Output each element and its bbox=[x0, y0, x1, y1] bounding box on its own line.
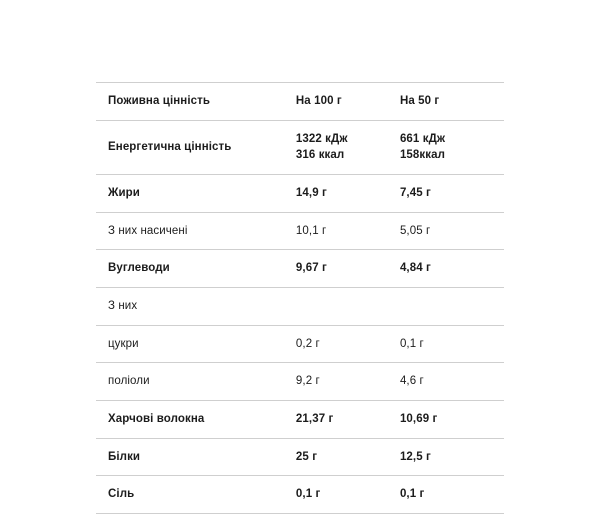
table-row bbox=[96, 401, 504, 439]
table-cell-per-50g bbox=[400, 212, 504, 250]
table-cell-label bbox=[96, 212, 296, 250]
table-cell-per-50g bbox=[400, 363, 504, 401]
nutrient-value bbox=[296, 439, 400, 476]
value-line: 21,37 г bbox=[295, 413, 334, 426]
nutrient-name: Білки bbox=[108, 450, 141, 463]
nutrient-value bbox=[296, 296, 400, 316]
value-line: 25 г bbox=[295, 450, 318, 463]
nutrient-name: Енергетична цінність bbox=[108, 141, 232, 153]
value-line: 14,9 г bbox=[295, 187, 327, 200]
table-row bbox=[96, 438, 504, 476]
value-line: 158ккал bbox=[399, 149, 446, 162]
nutrient-name: цукри bbox=[108, 337, 139, 350]
nutrient-value bbox=[400, 213, 504, 250]
value-line: 661 кДж bbox=[399, 132, 446, 145]
table-cell-per-100g bbox=[296, 120, 400, 174]
table-cell-per-100g bbox=[296, 288, 400, 326]
nutrient-value bbox=[296, 83, 400, 120]
table-cell-per-50g bbox=[400, 175, 504, 213]
table-cell-per-100g bbox=[296, 363, 400, 401]
value-line: На 50 г bbox=[399, 95, 440, 107]
nutrition-table-container bbox=[96, 82, 504, 514]
nutrient-name: З них насичені bbox=[108, 224, 188, 237]
nutrient-value bbox=[400, 401, 504, 438]
table-cell-per-100g bbox=[296, 325, 400, 363]
nutrient-name: Поживна цінність bbox=[108, 95, 211, 107]
table-cell-per-100g bbox=[296, 212, 400, 250]
nutrient-value bbox=[296, 363, 400, 400]
nutrient-value bbox=[296, 250, 400, 287]
table-cell-label bbox=[96, 325, 296, 363]
value-line: 9,2 г bbox=[295, 375, 320, 388]
nutrient-name: Жири bbox=[108, 187, 140, 200]
table-cell-label bbox=[96, 120, 296, 174]
table-cell-per-50g bbox=[400, 120, 504, 174]
table-cell-label bbox=[96, 83, 296, 121]
table-cell-label bbox=[96, 476, 296, 514]
value-line: 10,1 г bbox=[295, 224, 327, 237]
nutrient-value bbox=[400, 363, 504, 400]
table-cell-per-50g bbox=[400, 250, 504, 288]
table-cell-per-50g bbox=[400, 288, 504, 326]
table-cell-per-50g bbox=[400, 83, 504, 121]
nutrient-value bbox=[296, 401, 400, 438]
table-header-row bbox=[96, 83, 504, 121]
table-cell-per-100g bbox=[296, 250, 400, 288]
table-cell-label bbox=[96, 175, 296, 213]
value-line: 4,6 г bbox=[399, 375, 424, 388]
nutrient-value bbox=[296, 213, 400, 250]
value-line: 9,67 г bbox=[295, 262, 327, 275]
nutrient-name: З них bbox=[108, 300, 138, 313]
value-line: 0,1 г bbox=[399, 337, 424, 350]
value-line: 5,05 г bbox=[399, 224, 431, 237]
table-cell-per-100g bbox=[296, 476, 400, 514]
table-cell-per-50g bbox=[400, 325, 504, 363]
table-cell-label bbox=[96, 250, 296, 288]
table-row bbox=[96, 175, 504, 213]
table-cell-per-100g bbox=[296, 438, 400, 476]
nutrient-value bbox=[400, 83, 504, 120]
value-line: 316 ккал bbox=[295, 149, 345, 162]
nutrient-value bbox=[400, 326, 504, 363]
table-row bbox=[96, 120, 504, 174]
nutrient-value bbox=[296, 121, 400, 174]
table-cell-label bbox=[96, 401, 296, 439]
table-cell-per-100g bbox=[296, 175, 400, 213]
nutrient-name: Вуглеводи bbox=[108, 262, 170, 275]
nutrient-name: Сіль bbox=[108, 488, 135, 501]
nutrient-value bbox=[400, 121, 504, 174]
table-cell-per-100g bbox=[296, 401, 400, 439]
table-row bbox=[96, 250, 504, 288]
table-cell-per-100g bbox=[296, 83, 400, 121]
nutrition-table-body bbox=[96, 83, 504, 514]
table-cell-per-50g bbox=[400, 476, 504, 514]
nutrient-value bbox=[296, 175, 400, 212]
nutrient-value bbox=[400, 476, 504, 513]
value-line: 1322 кДж bbox=[295, 132, 348, 145]
table-cell-label bbox=[96, 438, 296, 476]
value-line: 7,45 г bbox=[399, 187, 431, 200]
value-line: На 100 г bbox=[295, 95, 342, 107]
table-row bbox=[96, 325, 504, 363]
table-row bbox=[96, 288, 504, 326]
value-line: 0,2 г bbox=[295, 337, 320, 350]
table-cell-per-50g bbox=[400, 401, 504, 439]
nutrition-table bbox=[96, 82, 504, 514]
table-cell-label bbox=[96, 288, 296, 326]
value-line: 0,1 г bbox=[399, 488, 425, 501]
nutrient-value bbox=[296, 476, 400, 513]
nutrient-value bbox=[400, 439, 504, 476]
table-cell-per-50g bbox=[400, 438, 504, 476]
value-line: 0,1 г bbox=[295, 488, 321, 501]
nutrient-value bbox=[296, 326, 400, 363]
nutrient-name: поліоли bbox=[108, 375, 150, 388]
table-cell-label bbox=[96, 363, 296, 401]
nutrient-value bbox=[400, 175, 504, 212]
nutrient-name: Харчові волокна bbox=[108, 413, 205, 426]
table-row bbox=[96, 363, 504, 401]
nutrient-value bbox=[400, 250, 504, 287]
table-row bbox=[96, 212, 504, 250]
nutrient-value bbox=[400, 296, 504, 316]
value-line: 4,84 г bbox=[399, 262, 431, 275]
value-line: 12,5 г bbox=[399, 450, 431, 463]
table-row bbox=[96, 476, 504, 514]
value-line: 10,69 г bbox=[399, 413, 438, 426]
